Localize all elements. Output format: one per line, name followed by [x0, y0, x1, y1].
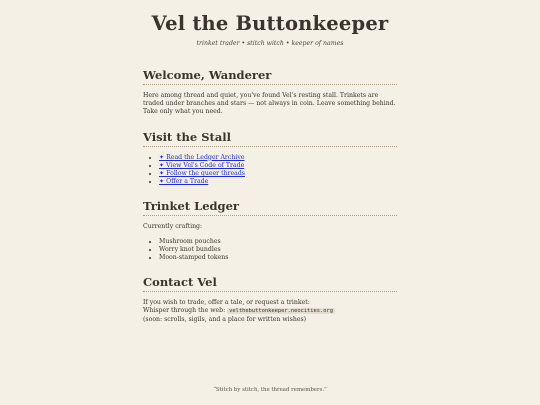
- offer-trade-link[interactable]: ✦ Offer a Trade: [159, 178, 209, 186]
- stall-link-list: [143, 154, 397, 187]
- list-item: [159, 170, 397, 178]
- list-item: [159, 178, 397, 186]
- ledger-list: [143, 238, 397, 263]
- list-item: • Mushroom pouches: [159, 238, 397, 246]
- ledger-section: [143, 199, 397, 262]
- stall-section: [143, 130, 397, 187]
- list-item: [159, 154, 397, 162]
- contact-prefix: Whisper through the web:: [143, 307, 226, 315]
- code-of-trade-link[interactable]: ✦ View Vel's Code of Trade: [159, 161, 245, 169]
- queer-threads-link[interactable]: ✦ Follow the queer threads: [159, 170, 245, 178]
- contact-address: velthebuttonkeeper.neocities.org: [229, 308, 334, 315]
- ledger-heading: Trinket Ledger: [143, 199, 397, 216]
- list-item: • Moon-stamped tokens: [159, 254, 397, 262]
- site-title: Vel the Buttonkeeper: [151, 12, 389, 35]
- welcome-heading: Welcome, Wanderer: [143, 68, 397, 85]
- list-item: [159, 162, 397, 170]
- contact-heading: Contact Vel: [143, 275, 397, 292]
- contact-line-3: (soon: scrolls, sigils, and a place for written wishes): [143, 315, 307, 323]
- main-content: [143, 68, 397, 337]
- ledger-archive-link[interactable]: ✦ Read the Ledger Archive: [159, 153, 245, 161]
- contact-line-1: If you wish to trade, offer a tale, or request a trinket:: [143, 299, 310, 307]
- ledger-label: Currently crafting:: [143, 223, 203, 231]
- contact-section: [143, 275, 397, 324]
- footer-quote: “Stitch by stitch, the thread remembers.”: [213, 387, 327, 393]
- list-item: • Worry knot bundles: [159, 246, 397, 254]
- tagline: trinket trader • stitch witch • keeper of names: [196, 40, 344, 47]
- contact-line-2: [143, 307, 397, 315]
- site-header: [0, 0, 540, 47]
- contact-body: [143, 299, 397, 324]
- welcome-text: Here among thread and quiet, you've found Vel's resting stall. Trinkets are traded under branches and stars — not always in coin. Leave something behind. Take only what you need.: [143, 92, 396, 116]
- stall-heading: Visit the Stall: [143, 130, 397, 147]
- welcome-section: [143, 68, 397, 117]
